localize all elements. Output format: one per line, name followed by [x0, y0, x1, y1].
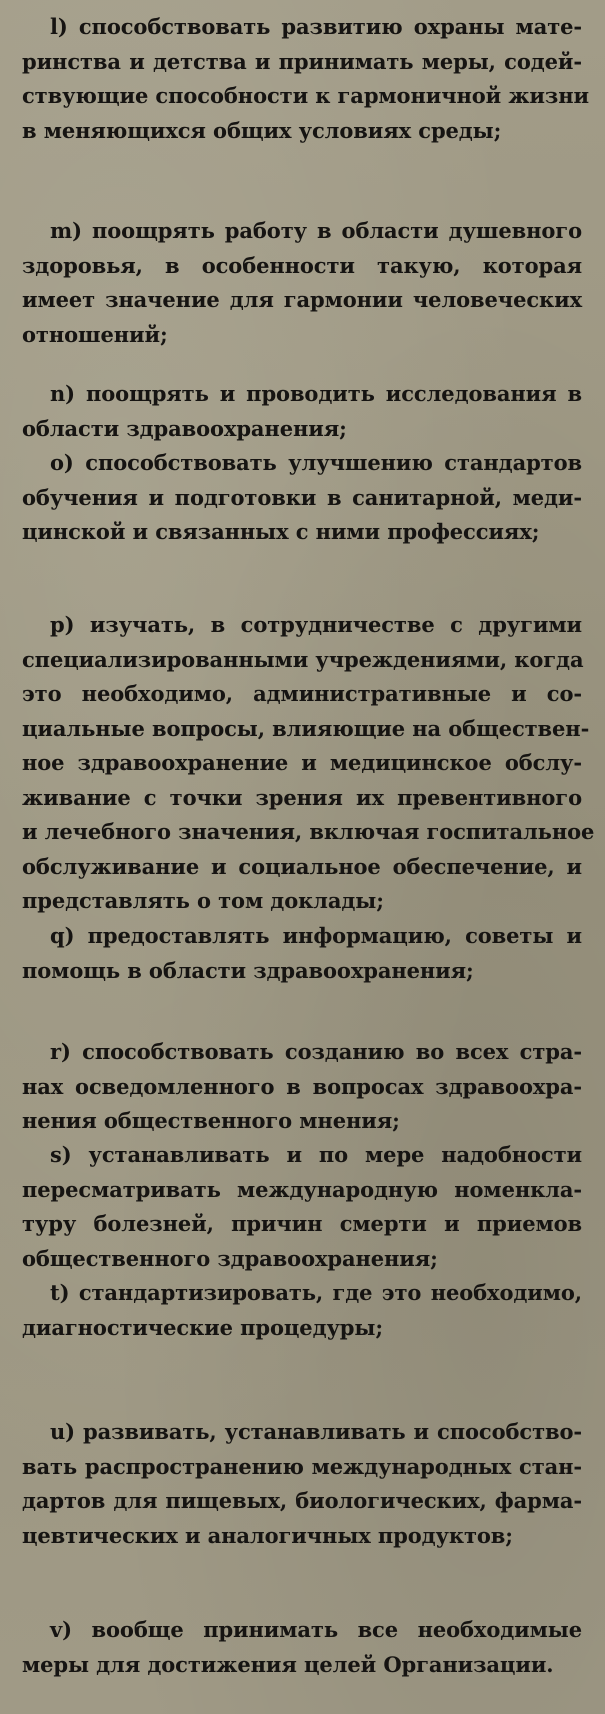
- text-line: специализированными учреждениями, когда: [22, 646, 584, 672]
- text-line: это необходимо, административные и со-: [22, 681, 582, 706]
- text-line: дартов для пищевых, биологических, фарма-: [22, 1488, 582, 1513]
- text-line: области здравоохранения;: [22, 415, 347, 441]
- text-line: пересматривать международную номенкла-: [22, 1176, 582, 1202]
- paragraph-n: [22, 377, 582, 446]
- text-line: отношений;: [22, 321, 168, 347]
- text-line: o) способствовать улучшению стандартов: [50, 450, 582, 475]
- paragraph-v: [22, 1613, 582, 1682]
- text-line: здоровья, в особенности такую, которая: [22, 252, 582, 278]
- text-line: цевтических и аналогичных продуктов;: [22, 1522, 513, 1548]
- text-line: u) развивать, устанавливать и способство-: [50, 1419, 582, 1444]
- text-line: q) предоставлять информацию, советы и: [50, 923, 582, 948]
- text-line: нения общественного мнения;: [22, 1108, 400, 1133]
- text-line: l) способствовать развитию охраны мате-: [50, 14, 582, 39]
- text-line: v) вообще принимать все необходимые: [50, 1617, 582, 1642]
- text-line: обслуживание и социальное обеспечение, и: [22, 853, 582, 879]
- text-line: ное здравоохранение и медицинское обслу-: [22, 750, 582, 775]
- text-line: общественного здравоохранения;: [22, 1245, 438, 1271]
- text-line: t) стандартизировать, где это необходимо,: [50, 1280, 582, 1305]
- text-line: вать распространению международных стан-: [22, 1453, 582, 1479]
- text-line: меры для достижения целей Организации.: [22, 1651, 554, 1677]
- paragraph-q: [22, 919, 582, 988]
- text-line: в меняющихся общих условиях среды;: [22, 117, 502, 143]
- paragraph-s: [22, 1138, 582, 1276]
- text-line: s) устанавливать и по мере надобности: [50, 1142, 582, 1167]
- paragraph-u: [22, 1415, 582, 1553]
- text-line: циальные вопросы, влияющие на обществен-: [22, 715, 590, 741]
- text-line: n) поощрять и проводить исследования в: [50, 381, 582, 406]
- text-line: помощь в области здравоохранения;: [22, 957, 474, 983]
- text-line: p) изучать, в сотрудничестве с другими: [50, 612, 582, 637]
- text-line: имеет значение для гармонии человеческих: [22, 287, 582, 312]
- text-line: ринства и детства и принимать меры, содей-: [22, 48, 582, 74]
- text-line: цинской и связанных с ними профессиях;: [22, 519, 540, 544]
- text-line: m) поощрять работу в области душевного: [50, 218, 582, 243]
- text-line: туру болезней, причин смерти и приемов: [22, 1211, 582, 1236]
- text-line: нах осведомленного в вопросах здравоохра-: [22, 1073, 582, 1099]
- text-line: обучения и подготовки в санитарной, меди-: [22, 484, 582, 510]
- paragraph-m: [22, 214, 582, 352]
- text-line: ствующие способности к гармоничной жизни: [22, 83, 589, 108]
- paragraph-t: [22, 1276, 582, 1345]
- paragraph-r: [22, 1035, 582, 1139]
- paragraph-o: [22, 446, 582, 550]
- text-line: r) способствовать созданию во всех стра-: [50, 1039, 582, 1064]
- paragraph-p: [22, 608, 595, 919]
- paragraph-l: [22, 10, 589, 148]
- text-line: и лечебного значения, включая госпитальное: [22, 819, 595, 844]
- text-line: диагностические процедуры;: [22, 1314, 383, 1340]
- text-line: живание с точки зрения их превентивного: [22, 784, 582, 810]
- text-line: представлять о том доклады;: [22, 888, 384, 913]
